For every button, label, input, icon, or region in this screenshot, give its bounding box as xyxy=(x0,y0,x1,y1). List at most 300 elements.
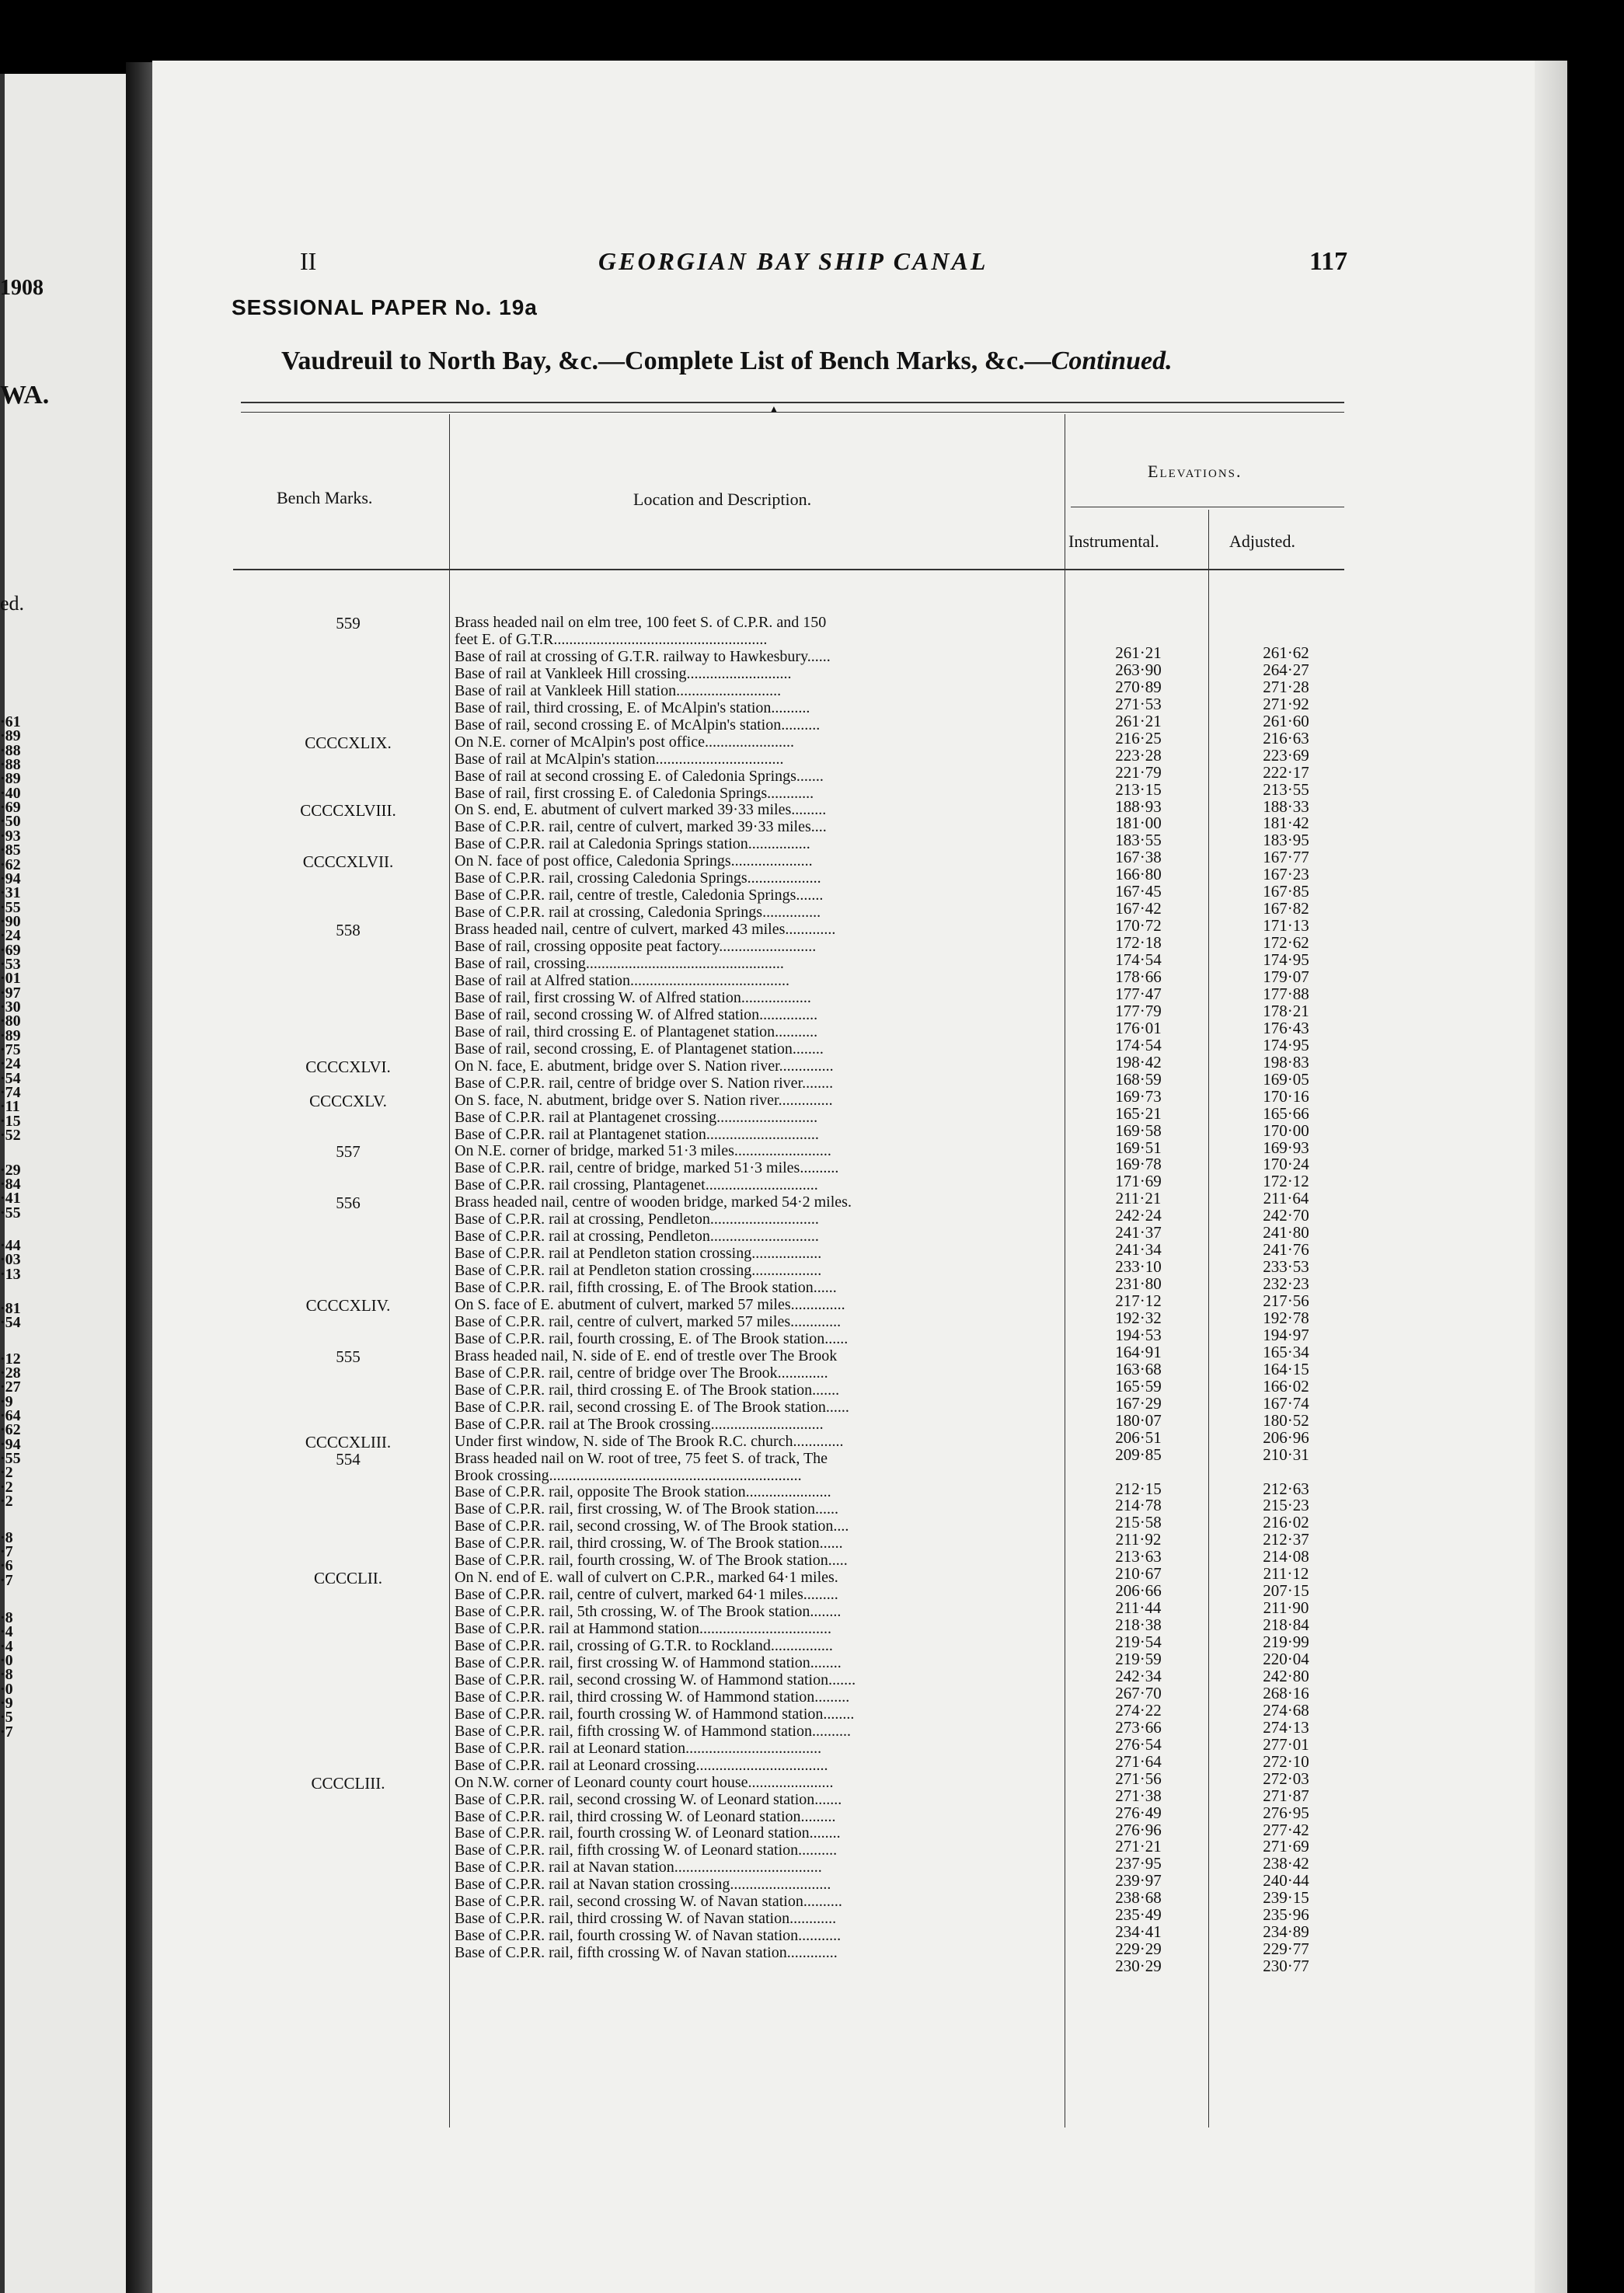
col-instrumental: Instrumental. xyxy=(1068,531,1159,551)
left-page-value: ·31 xyxy=(0,884,21,902)
instrumental-elevation: 210·67 xyxy=(1115,1564,1162,1584)
left-page-value: ·7 xyxy=(0,1723,13,1741)
location-description: Brook crossing................................................................. xyxy=(455,1466,802,1484)
location-description: Base of rail, second crossing, E. of Plantagenet station........ xyxy=(455,1040,824,1058)
left-page-value: ·69 xyxy=(0,799,21,817)
left-page-value: ·7 xyxy=(0,1542,13,1560)
left-page-value: ·2 xyxy=(0,1478,13,1496)
left-page-year: 1908 xyxy=(0,276,44,300)
left-page-value: ·01 xyxy=(0,970,21,988)
adjusted-elevation: 233·53 xyxy=(1263,1257,1309,1277)
instrumental-elevation: 180·07 xyxy=(1115,1410,1162,1430)
adjusted-elevation: 181·42 xyxy=(1263,814,1309,833)
adjusted-elevation: 217·56 xyxy=(1263,1291,1309,1311)
adjusted-elevation: 264·27 xyxy=(1263,660,1309,679)
adjusted-elevation: 183·95 xyxy=(1263,831,1309,850)
rule-mark: ▲ xyxy=(769,403,779,414)
adjusted-elevation: 274·68 xyxy=(1263,1700,1309,1720)
adjusted-elevation: 188·33 xyxy=(1263,796,1309,816)
instrumental-elevation: 206·66 xyxy=(1115,1581,1162,1601)
location-description: Brass headed nail, N. side of E. end of trestle over The Brook xyxy=(455,1347,838,1364)
location-description: Base of C.P.R. rail, third crossing W. of Leonard station......... xyxy=(455,1807,836,1825)
adjusted-elevation: 238·42 xyxy=(1263,1854,1309,1873)
col-location: Location and Description. xyxy=(633,490,812,509)
adjusted-elevation: 178·21 xyxy=(1263,1001,1309,1020)
left-page-value: ·54 xyxy=(0,1314,21,1332)
page-number: 117 xyxy=(1309,247,1348,276)
instrumental-elevation: 168·59 xyxy=(1115,1069,1162,1089)
location-description: Base of rail at Alfred station......................................... xyxy=(455,971,790,989)
instrumental-elevation: 271·64 xyxy=(1115,1751,1162,1771)
location-description: On N. end of E. wall of culvert on C.P.R., marked 64·1 miles. xyxy=(455,1569,838,1587)
instrumental-elevation: 276·96 xyxy=(1115,1820,1162,1839)
adjusted-elevation: 167·23 xyxy=(1263,865,1309,884)
instrumental-elevation: 169·78 xyxy=(1115,1155,1162,1174)
adjusted-elevation: 242·70 xyxy=(1263,1206,1309,1225)
adjusted-elevation: 274·13 xyxy=(1263,1717,1309,1737)
left-page-value: ·41 xyxy=(0,1190,21,1207)
location-description: Base of rail, second crossing W. of Alfred station............... xyxy=(455,1005,818,1023)
instrumental-elevation: 183·55 xyxy=(1115,831,1162,850)
instrumental-elevation: 233·10 xyxy=(1115,1257,1162,1277)
location-description: Base of C.P.R. rail, fourth crossing W. of Hammond station........ xyxy=(455,1705,855,1723)
location-description: Base of C.P.R. rail, centre of bridge, marked 51·3 miles.......... xyxy=(455,1159,839,1177)
location-description: Base of C.P.R. rail at The Brook crossing............................. xyxy=(455,1415,824,1433)
adjusted-elevation: 271·28 xyxy=(1263,677,1309,696)
location-description: Base of rail at crossing of G.T.R. railway to Hawkesbury...... xyxy=(455,647,831,665)
instrumental-elevation: 169·58 xyxy=(1115,1120,1162,1140)
left-page-value: ·89 xyxy=(0,727,21,745)
left-page-value: ·13 xyxy=(0,1265,21,1283)
location-description: On N. face, E. abutment, bridge over S. Nation river.............. xyxy=(455,1057,834,1075)
instrumental-elevation: 172·18 xyxy=(1115,933,1162,953)
adjusted-elevation: 271·87 xyxy=(1263,1786,1309,1805)
adjusted-elevation: 234·89 xyxy=(1263,1922,1309,1942)
adjusted-elevation: 174·95 xyxy=(1263,950,1309,970)
adjusted-elevation: 211·64 xyxy=(1263,1189,1309,1208)
bench-mark-id: 554 xyxy=(336,1449,361,1469)
location-description: Base of C.P.R. rail, centre of culvert, marked 57 miles............. xyxy=(455,1312,842,1330)
location-description: Base of C.P.R. rail, crossing of G.T.R. to Rockland................ xyxy=(455,1637,833,1654)
location-description: Base of C.P.R. rail at Hammond station.................................. xyxy=(455,1620,831,1638)
adjusted-elevation: 218·84 xyxy=(1263,1615,1309,1635)
location-description: Base of C.P.R. rail, fifth crossing W. of Navan station............. xyxy=(455,1944,838,1962)
bench-mark-id: CCCCXLV. xyxy=(309,1091,387,1110)
location-description: On N.E. corner of McAlpin's post office....................... xyxy=(455,733,795,751)
left-page-value: ·61 xyxy=(0,713,21,730)
location-description: Base of C.P.R. rail at Leonard station................................... xyxy=(455,1739,822,1757)
left-page-value: ·69 xyxy=(0,941,21,959)
location-description: Brass headed nail, centre of wooden bridge, marked 54·2 miles. xyxy=(455,1194,852,1211)
bench-mark-id: CCCCXLIII. xyxy=(305,1432,392,1451)
instrumental-elevation: 177·47 xyxy=(1115,984,1162,1003)
adjusted-elevation: 192·78 xyxy=(1263,1309,1309,1327)
location-description: On N.E. corner of bridge, marked 51·3 miles......................... xyxy=(455,1142,831,1160)
instrumental-elevation: 231·80 xyxy=(1115,1274,1162,1294)
instrumental-elevation: 194·53 xyxy=(1115,1325,1162,1344)
location-description: Base of C.P.R. rail at Plantagenet crossing.......................... xyxy=(455,1108,818,1126)
location-description: Base of C.P.R. rail, fourth crossing, W. of The Brook station..... xyxy=(455,1552,848,1570)
instrumental-elevation: 216·25 xyxy=(1115,728,1162,747)
instrumental-elevation: 238·68 xyxy=(1115,1888,1162,1908)
instrumental-elevation: 206·51 xyxy=(1115,1427,1162,1447)
location-description: Base of C.P.R. rail, second crossing E. of The Brook station...... xyxy=(455,1398,849,1416)
col-elevations: Elevations. xyxy=(1148,462,1242,481)
instrumental-elevation: 181·00 xyxy=(1115,814,1162,833)
instrumental-elevation: 188·93 xyxy=(1115,796,1162,816)
location-description: Base of C.P.R. rail, fifth crossing, E. of The Brook station...... xyxy=(455,1279,837,1297)
location-description: Brass headed nail, centre of culvert, marked 43 miles............. xyxy=(455,921,836,939)
instrumental-elevation: 174·54 xyxy=(1115,950,1162,970)
adjusted-elevation: 164·15 xyxy=(1263,1359,1309,1378)
instrumental-elevation: 211·44 xyxy=(1115,1598,1162,1618)
instrumental-elevation: 263·90 xyxy=(1115,660,1162,679)
header-bottom-rule xyxy=(233,569,1344,570)
instrumental-elevation: 212·15 xyxy=(1115,1479,1162,1498)
location-description: Base of C.P.R. rail at Navan station...................................... xyxy=(455,1859,822,1877)
running-title: GEORGIAN BAY SHIP CANAL xyxy=(598,247,988,275)
left-page-value: ·4 xyxy=(0,1623,13,1641)
instrumental-elevation: 242·24 xyxy=(1115,1206,1162,1225)
adjusted-elevation: 206·96 xyxy=(1263,1427,1309,1447)
location-description: Base of C.P.R. rail, centre of trestle, Caledonia Springs....... xyxy=(455,887,824,904)
adjusted-elevation: 169·93 xyxy=(1263,1138,1309,1157)
location-description: Base of rail, crossing................................................... xyxy=(455,955,784,972)
instrumental-elevation: 167·42 xyxy=(1115,899,1162,918)
location-description: Base of rail at Vankleek Hill crossing........................... xyxy=(455,664,792,682)
left-page-value: ·8 xyxy=(0,1528,13,1546)
left-page-value: ·24 xyxy=(0,927,21,945)
location-description: Base of C.P.R. rail, second crossing W. of Navan station.......... xyxy=(455,1893,842,1911)
bench-mark-id: 557 xyxy=(336,1142,361,1162)
left-page-value: ·8 xyxy=(0,1608,13,1626)
left-page-value: ·8 xyxy=(0,1666,13,1684)
instrumental-elevation: 166·80 xyxy=(1115,865,1162,884)
adjusted-elevation: 170·16 xyxy=(1263,1086,1309,1106)
instrumental-elevation: 171·69 xyxy=(1115,1172,1162,1191)
location-description: Base of C.P.R. rail, second crossing, W. of The Brook station.... xyxy=(455,1518,849,1535)
instrumental-elevation: 276·54 xyxy=(1115,1734,1162,1754)
location-description: Base of rail at McAlpin's station................................. xyxy=(455,750,784,768)
bench-mark-id: CCCCLIII. xyxy=(311,1773,385,1793)
location-description: Base of rail at second crossing E. of Caledonia Springs....... xyxy=(455,767,824,785)
adjusted-elevation: 179·07 xyxy=(1263,967,1309,986)
adjusted-elevation: 261·60 xyxy=(1263,711,1309,730)
left-page-value: ·54 xyxy=(0,1069,21,1087)
location-description: Base of rail, second crossing E. of McAlpin's station.......... xyxy=(455,716,821,734)
left-page-value: ·03 xyxy=(0,1251,21,1269)
location-description: Base of C.P.R. rail, centre of bridge over The Brook............. xyxy=(455,1364,828,1382)
adjusted-elevation: 171·13 xyxy=(1263,916,1309,936)
location-description: Brass headed nail on elm tree, 100 feet S. of C.P.R. and 150 xyxy=(455,614,827,631)
instrumental-elevation: 242·34 xyxy=(1115,1666,1162,1685)
adjusted-elevation: 167·82 xyxy=(1263,899,1309,918)
adjusted-elevation: 165·34 xyxy=(1263,1342,1309,1361)
instrumental-elevation: 167·38 xyxy=(1115,848,1162,867)
left-page-value: ·88 xyxy=(0,756,21,774)
left-page-value: ·55 xyxy=(0,1204,21,1221)
location-description: Base of rail, first crossing W. of Alfred station.................. xyxy=(455,988,811,1006)
location-description: Base of C.P.R. rail, centre of bridge over S. Nation river........ xyxy=(455,1074,834,1092)
location-description: Base of C.P.R. rail at crossing, Pendleton............................ xyxy=(455,1211,819,1228)
left-page-value: ·0 xyxy=(0,1651,13,1669)
left-page-value: ·80 xyxy=(0,1012,21,1030)
instrumental-elevation: 209·85 xyxy=(1115,1444,1162,1464)
instrumental-elevation: 239·97 xyxy=(1115,1871,1162,1891)
instrumental-elevation: 178·66 xyxy=(1115,967,1162,986)
adjusted-elevation: 239·15 xyxy=(1263,1888,1309,1908)
left-page-value: ·53 xyxy=(0,955,21,973)
col-bench-marks: Bench Marks. xyxy=(277,488,373,507)
instrumental-elevation: 211·92 xyxy=(1115,1530,1162,1549)
left-page-value: ·28 xyxy=(0,1364,21,1382)
left-page-value: ·4 xyxy=(0,1637,13,1655)
volume-number: II xyxy=(300,247,317,275)
left-page-value: ·55 xyxy=(0,898,21,916)
left-page-value: ·52 xyxy=(0,1127,21,1145)
instrumental-elevation: 176·01 xyxy=(1115,1018,1162,1037)
location-description: Base of rail, third crossing E. of Plantagenet station........... xyxy=(455,1023,818,1040)
adjusted-elevation: 242·80 xyxy=(1263,1666,1309,1685)
bench-mark-id: 556 xyxy=(336,1194,361,1213)
instrumental-elevation: 261·21 xyxy=(1115,711,1162,730)
adjusted-elevation: 180·52 xyxy=(1263,1410,1309,1430)
instrumental-elevation: 237·95 xyxy=(1115,1854,1162,1873)
left-page-value: ·81 xyxy=(0,1299,21,1317)
location-description: Base of C.P.R. rail at Pendleton station crossing.................. xyxy=(455,1245,822,1263)
left-page-value: ·11 xyxy=(0,1098,20,1116)
left-page-value: ·12 xyxy=(0,1350,21,1368)
left-page-value: ·2 xyxy=(0,1493,13,1511)
adjusted-elevation: 268·16 xyxy=(1263,1683,1309,1702)
location-description: Base of C.P.R. rail, fourth crossing W. of Leonard station........ xyxy=(455,1824,841,1842)
adjusted-elevation: 232·23 xyxy=(1263,1274,1309,1294)
adjusted-elevation: 212·37 xyxy=(1263,1530,1309,1549)
left-page-value: ·74 xyxy=(0,1084,21,1102)
instrumental-elevation: 235·49 xyxy=(1115,1905,1162,1925)
col-adjusted: Adjusted. xyxy=(1229,531,1295,551)
location-description: Base of C.P.R. rail, fourth crossing, E. of The Brook station...... xyxy=(455,1329,849,1347)
location-description: On S. face, N. abutment, bridge over S. Nation river.............. xyxy=(455,1091,833,1109)
instrumental-elevation: 174·54 xyxy=(1115,1035,1162,1054)
location-description: On N.W. corner of Leonard county court house...................... xyxy=(455,1773,834,1791)
adjusted-elevation: 165·66 xyxy=(1263,1103,1309,1123)
adjusted-elevation: 271·92 xyxy=(1263,694,1309,713)
location-description: Base of C.P.R. rail at crossing, Pendleton............................ xyxy=(455,1228,819,1246)
location-description: On N. face of post office, Caledonia Springs..................... xyxy=(455,852,813,870)
location-description: Under first window, N. side of The Brook R.C. church............. xyxy=(455,1432,844,1450)
location-description: Base of C.P.R. rail, third crossing W. of Navan station............ xyxy=(455,1910,837,1928)
adjusted-elevation: 216·63 xyxy=(1263,728,1309,747)
page-subtitle xyxy=(281,347,1173,376)
adjusted-elevation: 213·55 xyxy=(1263,779,1309,799)
adjusted-elevation: 261·62 xyxy=(1263,643,1309,662)
instrumental-elevation: 219·54 xyxy=(1115,1633,1162,1652)
instrumental-elevation: 213·63 xyxy=(1115,1547,1162,1566)
adjusted-elevation: 166·02 xyxy=(1263,1376,1309,1396)
adjusted-elevation: 215·23 xyxy=(1263,1496,1309,1515)
left-page-value: ·89 xyxy=(0,770,21,788)
adjusted-elevation: 240·44 xyxy=(1263,1871,1309,1891)
location-description: Base of C.P.R. rail, third crossing W. of Hammond station......... xyxy=(455,1688,850,1706)
adjusted-elevation: 170·24 xyxy=(1263,1155,1309,1174)
bench-mark-id: CCCCXLVIII. xyxy=(300,801,396,821)
location-description: Base of C.P.R. rail, first crossing W. of Hammond station........ xyxy=(455,1654,842,1671)
left-page-fragment: WA. xyxy=(0,381,50,409)
adjusted-elevation: 277·01 xyxy=(1263,1734,1309,1754)
bench-mark-id: 555 xyxy=(336,1347,361,1366)
bench-mark-id: 558 xyxy=(336,921,361,940)
adjusted-elevation: 216·02 xyxy=(1263,1513,1309,1532)
adjusted-elevation: 207·15 xyxy=(1263,1581,1309,1601)
left-page-value: ·94 xyxy=(0,869,21,887)
instrumental-elevation: 198·42 xyxy=(1115,1052,1162,1072)
left-page-value: ·44 xyxy=(0,1236,21,1254)
bench-mark-id: CCCCXLVII. xyxy=(302,852,394,872)
location-description: Base of rail at Vankleek Hill station........................... xyxy=(455,681,782,699)
left-page-value: ·88 xyxy=(0,741,21,759)
adjusted-elevation: 230·77 xyxy=(1263,1957,1309,1976)
instrumental-elevation: 241·37 xyxy=(1115,1223,1162,1242)
adjusted-elevation: 211·90 xyxy=(1263,1598,1309,1618)
left-page-value: ·9 xyxy=(0,1392,13,1410)
left-page-value: ·2 xyxy=(0,1464,13,1482)
location-description: On S. end, E. abutment of culvert marked 39·33 miles......... xyxy=(455,801,827,819)
adjusted-elevation: 241·80 xyxy=(1263,1223,1309,1242)
adjusted-elevation: 176·43 xyxy=(1263,1018,1309,1037)
instrumental-elevation: 223·28 xyxy=(1115,745,1162,765)
instrumental-elevation: 218·38 xyxy=(1115,1615,1162,1635)
bench-mark-id: CCCCXLVI. xyxy=(305,1057,391,1076)
instrumental-elevation: 170·72 xyxy=(1115,916,1162,936)
instrumental-elevation: 177·79 xyxy=(1115,1001,1162,1020)
left-page-value: ·85 xyxy=(0,842,21,859)
left-page-value: ·9 xyxy=(0,1695,13,1712)
instrumental-elevation: 192·32 xyxy=(1115,1309,1162,1327)
left-page-value: ·89 xyxy=(0,1026,21,1044)
left-page-value: ·30 xyxy=(0,998,21,1016)
instrumental-elevation: 167·45 xyxy=(1115,882,1162,901)
location-description: Base of rail, crossing opposite peat factory......................... xyxy=(455,938,817,956)
location-description: Base of C.P.R. rail, second crossing W. of Leonard station....... xyxy=(455,1790,842,1808)
location-description: feet E. of G.T.R....................................................... xyxy=(455,630,768,648)
bench-mark-id: CCCCXLIX. xyxy=(305,733,392,752)
left-page-value: ·7 xyxy=(0,1571,13,1589)
location-description: Base of C.P.R. rail at Plantagenet station............................. xyxy=(455,1125,819,1143)
subtitle-text: Vaudreuil to North Bay, &c.—Complete List of Bench Marks, &c.— xyxy=(281,347,1051,375)
location-description: Base of C.P.R. rail, third crossing E. of The Brook station....... xyxy=(455,1381,840,1399)
left-page-value: ·50 xyxy=(0,813,21,831)
location-description: Base of C.P.R. rail, second crossing W. of Hammond station....... xyxy=(455,1671,856,1688)
adjusted-elevation: 223·69 xyxy=(1263,745,1309,765)
left-page-value: ·55 xyxy=(0,1450,21,1468)
adjusted-elevation: 229·77 xyxy=(1263,1939,1309,1959)
instrumental-elevation: 261·21 xyxy=(1115,643,1162,662)
adjusted-elevation: 170·00 xyxy=(1263,1120,1309,1140)
location-description: Base of C.P.R. rail, crossing Caledonia Springs................... xyxy=(455,869,821,887)
instrumental-elevation: 273·66 xyxy=(1115,1717,1162,1737)
instrumental-elevation: 165·21 xyxy=(1115,1103,1162,1123)
instrumental-elevation: 271·53 xyxy=(1115,694,1162,713)
adjusted-elevation: 174·95 xyxy=(1263,1035,1309,1054)
adjusted-elevation: 172·12 xyxy=(1263,1172,1309,1191)
instrumental-elevation: 169·51 xyxy=(1115,1138,1162,1157)
location-description: Base of C.P.R. rail, first crossing, W. of The Brook station...... xyxy=(455,1500,839,1518)
adjusted-elevation: 172·62 xyxy=(1263,933,1309,953)
left-page-value: ·40 xyxy=(0,784,21,802)
location-description: Base of C.P.R. rail at Pendleton station crossing.................. xyxy=(455,1262,822,1280)
location-description: Base of rail, first crossing E. of Caledonia Springs............ xyxy=(455,784,814,802)
location-description: Base of C.P.R. rail, fifth crossing W. of Hammond station.......... xyxy=(455,1722,851,1740)
adjusted-elevation: 235·96 xyxy=(1263,1905,1309,1925)
location-description: Base of C.P.R. rail, fifth crossing W. of Leonard station.......... xyxy=(455,1842,838,1859)
left-page-value: ·90 xyxy=(0,912,21,930)
left-page-value: ·94 xyxy=(0,1435,21,1453)
adjusted-elevation: 177·88 xyxy=(1263,984,1309,1003)
left-page-value: ·75 xyxy=(0,1041,21,1059)
left-page-value: ·97 xyxy=(0,984,21,1002)
location-description: Base of C.P.R. rail, 5th crossing, W. of The Brook station........ xyxy=(455,1603,842,1621)
adjusted-elevation: 220·04 xyxy=(1263,1650,1309,1668)
location-description: Base of rail, third crossing, E. of McAlpin's station.......... xyxy=(455,699,810,716)
left-page-fragment-2: ed. xyxy=(0,592,25,615)
left-page-value: ·24 xyxy=(0,1055,21,1073)
adjusted-elevation: 198·83 xyxy=(1263,1052,1309,1072)
location-description: Base of C.P.R. rail, third crossing, W. of The Brook station...... xyxy=(455,1535,843,1552)
instrumental-elevation: 214·78 xyxy=(1115,1496,1162,1515)
adjusted-elevation: 272·03 xyxy=(1263,1769,1309,1788)
adjusted-elevation: 214·08 xyxy=(1263,1547,1309,1566)
instrumental-elevation: 169·73 xyxy=(1115,1086,1162,1106)
instrumental-elevation: 230·29 xyxy=(1115,1957,1162,1976)
adjusted-elevation: 277·42 xyxy=(1263,1820,1309,1839)
instrumental-elevation: 276·49 xyxy=(1115,1803,1162,1822)
instrumental-elevation: 164·91 xyxy=(1115,1342,1162,1361)
subtitle-continued: Continued. xyxy=(1051,347,1173,375)
left-page-value: ·5 xyxy=(0,1709,13,1727)
location-description: Base of C.P.R. rail at Navan station crossing.......................... xyxy=(455,1876,831,1894)
left-page-value: ·62 xyxy=(0,1421,21,1439)
bench-mark-id: CCCCLII. xyxy=(313,1569,383,1588)
instrumental-elevation: 165·59 xyxy=(1115,1376,1162,1396)
location-description: Brass headed nail on W. root of tree, 75 feet S. of track, The xyxy=(455,1449,828,1467)
location-description: Base of C.P.R. rail, fourth crossing W. of Navan station........... xyxy=(455,1927,842,1945)
adjusted-elevation: 167·77 xyxy=(1263,848,1309,867)
instrumental-elevation: 267·70 xyxy=(1115,1683,1162,1702)
adjusted-elevation: 212·63 xyxy=(1263,1479,1309,1498)
location-description: Base of C.P.R. rail at Caledonia Springs station................ xyxy=(455,835,810,853)
sessional-paper: SESSIONAL PAPER No. 19a xyxy=(232,295,538,319)
instrumental-elevation: 234·41 xyxy=(1115,1922,1162,1942)
instrumental-elevation: 274·22 xyxy=(1115,1700,1162,1720)
left-page-value: ·0 xyxy=(0,1680,13,1698)
adjusted-elevation: 272·10 xyxy=(1263,1751,1309,1771)
top-rule-2 xyxy=(241,412,1344,413)
instrumental-elevation: 271·56 xyxy=(1115,1769,1162,1788)
location-description: Base of C.P.R. rail, centre of culvert, marked 64·1 miles......... xyxy=(455,1586,838,1604)
left-page-value: ·93 xyxy=(0,827,21,845)
location-description: Base of C.P.R. rail at crossing, Caledonia Springs............... xyxy=(455,904,821,922)
adjusted-elevation: 210·31 xyxy=(1263,1444,1309,1464)
left-page-value: ·29 xyxy=(0,1161,21,1179)
instrumental-elevation: 229·29 xyxy=(1115,1939,1162,1959)
left-page-value: ·62 xyxy=(0,856,21,873)
instrumental-elevation: 213·15 xyxy=(1115,779,1162,799)
instrumental-elevation: 241·34 xyxy=(1115,1240,1162,1260)
left-page-value: ·27 xyxy=(0,1378,21,1396)
left-page-value: ·64 xyxy=(0,1407,21,1425)
instrumental-elevation: 167·29 xyxy=(1115,1393,1162,1413)
